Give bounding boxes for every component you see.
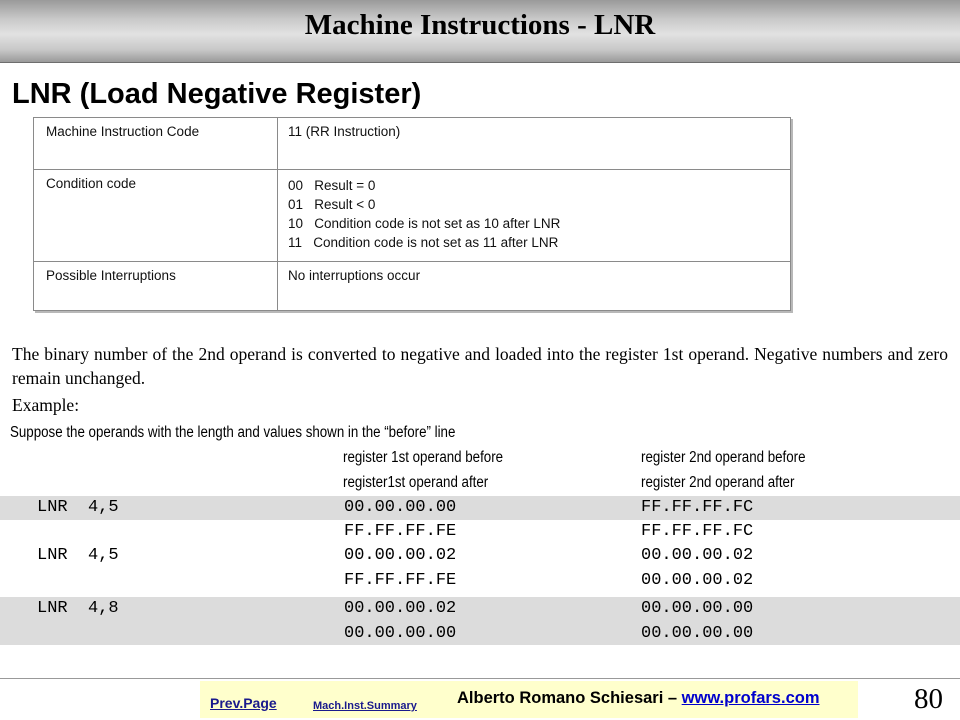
footer-divider xyxy=(0,678,960,679)
register2-after: 00.00.00.00 xyxy=(641,624,754,643)
example-row-band xyxy=(0,597,960,621)
mach-inst-summary-link[interactable]: Mach.Inst.Summary xyxy=(313,700,417,712)
example-row-band xyxy=(0,544,960,568)
register1-before: 00.00.00.00 xyxy=(344,498,457,517)
author-name: Alberto Romano Schiesari – xyxy=(457,689,682,707)
col1-header-after: register1st operand after xyxy=(343,474,489,491)
register2-after: FF.FF.FF.FC xyxy=(641,522,754,541)
example-row-band xyxy=(0,520,960,544)
author-credit xyxy=(457,689,820,708)
register1-after: FF.FF.FF.FE xyxy=(344,522,457,541)
website-link[interactable]: www.profars.com xyxy=(681,689,820,707)
example-row-band xyxy=(0,568,960,592)
condition-code-line: 01 Result < 0 xyxy=(288,196,376,212)
table-row xyxy=(34,262,791,311)
register2-before: FF.FF.FF.FC xyxy=(641,498,754,517)
row-label: Machine Instruction Code xyxy=(34,118,278,170)
instruction-info-table xyxy=(33,117,791,311)
example-row-band xyxy=(0,621,960,645)
register2-before: 00.00.00.00 xyxy=(641,599,754,618)
instruction-text: LNR 4,5 xyxy=(37,498,119,517)
example-heading: Example: xyxy=(12,395,80,415)
instruction-text: LNR 4,8 xyxy=(37,599,119,618)
page-number: 80 xyxy=(914,683,943,715)
row-label: Possible Interruptions xyxy=(34,262,278,311)
condition-code-line: 10 Condition code is not set as 10 after LNR xyxy=(288,215,561,231)
title-bar xyxy=(0,0,960,63)
register1-after: 00.00.00.00 xyxy=(344,624,457,643)
condition-code-list xyxy=(278,169,791,262)
register1-before: 00.00.00.02 xyxy=(344,599,457,618)
instruction-text: LNR 4,5 xyxy=(37,546,119,565)
condition-code-line: 11 Condition code is not set as 11 after LNR xyxy=(288,234,559,250)
table-row xyxy=(34,118,791,170)
description-paragraph: The binary number of the 2nd operand is converted to negative and loaded into the register 1st operand. Negative numbers and zero remain unchanged. xyxy=(12,344,948,388)
register2-before: 00.00.00.02 xyxy=(641,546,754,565)
row-value: No interruptions occur xyxy=(278,262,791,311)
slide-title: Machine Instructions - LNR xyxy=(304,9,656,41)
col2-header-after: register 2nd operand after xyxy=(641,474,795,491)
register1-after: FF.FF.FF.FE xyxy=(344,571,457,590)
col2-header-before: register 2nd operand before xyxy=(641,449,806,466)
row-label: Condition code xyxy=(34,169,278,262)
prev-page-link[interactable]: Prev.Page xyxy=(210,695,277,711)
example-intro: Suppose the operands with the length and values shown in the “before” line xyxy=(10,424,456,441)
table-row xyxy=(34,169,791,262)
slide-subtitle: LNR (Load Negative Register) xyxy=(12,78,422,110)
col1-header-before: register 1st operand before xyxy=(343,449,504,466)
row-value: 11 (RR Instruction) xyxy=(278,118,791,170)
register2-after: 00.00.00.02 xyxy=(641,571,754,590)
example-row-band xyxy=(0,496,960,520)
register1-before: 00.00.00.02 xyxy=(344,546,457,565)
condition-code-line: 00 Result = 0 xyxy=(288,177,376,193)
